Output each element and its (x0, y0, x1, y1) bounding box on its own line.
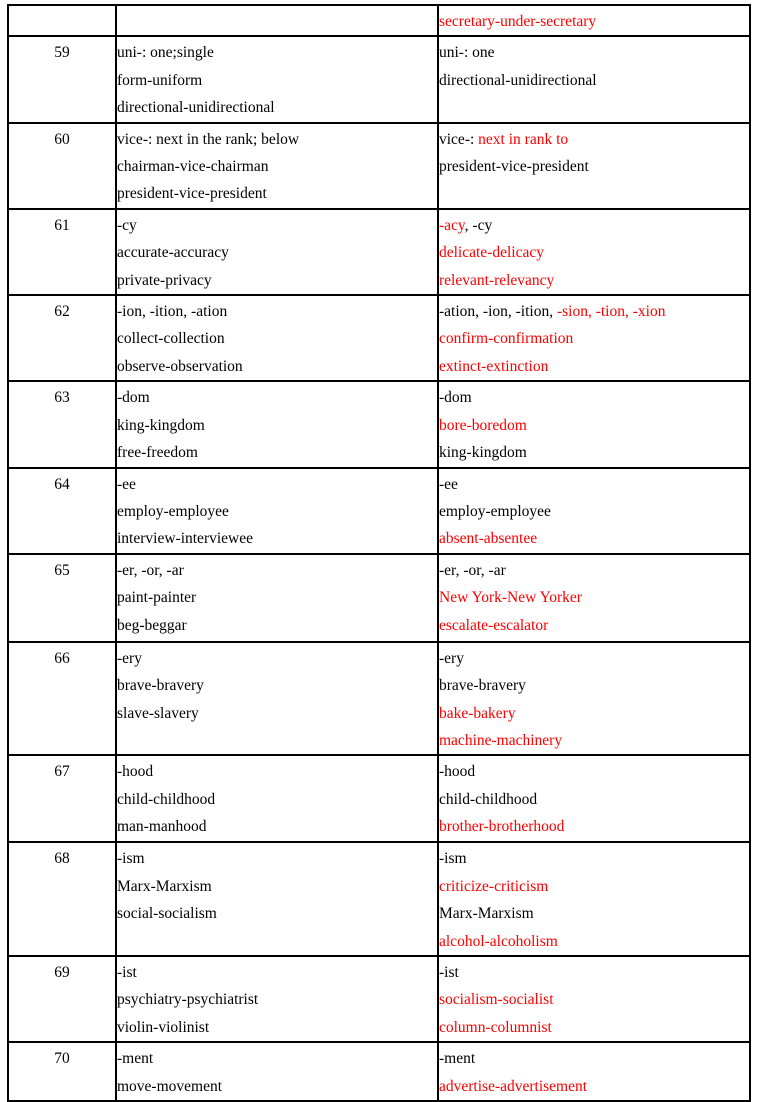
row-number-cell (8, 468, 116, 554)
text-line (439, 700, 749, 727)
text-segment: -ment (439, 1050, 476, 1068)
text-line (117, 786, 437, 813)
text-line (439, 325, 749, 352)
text-segment: -ion, -ition, -ation (117, 303, 228, 321)
answer-cell (438, 36, 750, 122)
row-number: 64 (54, 475, 70, 493)
text-line (117, 612, 437, 639)
row-number: 60 (54, 130, 70, 148)
prompt-cell (116, 755, 438, 842)
text-segment: -ist (117, 963, 137, 981)
affix-table-body (8, 5, 750, 1101)
text-segment: -ment (117, 1050, 154, 1068)
answer-cell (438, 956, 750, 1042)
text-line (117, 67, 437, 94)
answer-text-red: next in rank to (478, 130, 569, 148)
text-segment: -er, -or, -ar (439, 561, 506, 579)
prompt-cell (116, 381, 438, 467)
text-segment: president-vice-president (439, 158, 589, 176)
text-line (117, 700, 437, 727)
text-line (439, 384, 749, 411)
answer-cell (438, 842, 750, 956)
answer-cell (438, 468, 750, 554)
text-segment: employ-employee (439, 502, 551, 520)
text-segment: -cy (117, 216, 137, 234)
text-segment: observe-observation (117, 357, 243, 375)
text-segment: Marx-Marxism (117, 877, 212, 895)
answer-text-red: -acy (439, 216, 465, 234)
text-line (439, 758, 749, 785)
text-segment: violin-violinist (117, 1018, 210, 1036)
prompt-cell (116, 842, 438, 956)
answer-text-red: column-columnist (439, 1018, 552, 1036)
text-line (439, 412, 749, 439)
text-line (117, 557, 437, 584)
text-line (439, 126, 749, 153)
text-line (117, 212, 437, 239)
text-line (439, 959, 749, 986)
row-number-cell (8, 123, 116, 209)
answer-text-red: extinct-extinction (439, 357, 549, 375)
text-segment: , -cy (464, 216, 493, 234)
text-line (439, 1073, 749, 1100)
answer-cell (438, 295, 750, 381)
row-number-cell (8, 956, 116, 1042)
text-line (439, 67, 749, 94)
text-segment: brave-bravery (117, 677, 204, 695)
text-line (117, 986, 437, 1013)
row-number: 59 (54, 44, 70, 62)
row-number-cell (8, 1042, 116, 1101)
table-row (8, 842, 750, 956)
text-segment: vice-: (439, 130, 479, 148)
text-line (117, 94, 437, 121)
text-segment: free-freedom (117, 444, 198, 462)
table-row (8, 755, 750, 842)
text-line (117, 525, 437, 552)
row-number-cell (8, 842, 116, 956)
text-line (117, 1073, 437, 1100)
answer-cell (438, 642, 750, 756)
answer-text-red: relevant-relevancy (439, 271, 555, 289)
text-segment: uni-: one (439, 44, 495, 62)
text-line (439, 353, 749, 380)
text-line (439, 672, 749, 699)
text-segment: employ-employee (117, 502, 229, 520)
row-number: 66 (54, 649, 70, 667)
row-number-cell (8, 554, 116, 642)
row-number-cell (8, 5, 116, 36)
text-segment: directional-unidirectional (439, 71, 597, 89)
table-row (8, 209, 750, 295)
text-segment: -ism (439, 850, 467, 868)
text-segment: accurate-accuracy (117, 244, 229, 262)
text-segment: -dom (117, 389, 150, 407)
row-number-cell (8, 642, 116, 756)
text-line (117, 813, 437, 840)
answer-cell (438, 554, 750, 642)
row-number-cell (8, 755, 116, 842)
answer-cell (438, 755, 750, 842)
answer-text-red: criticize-criticism (439, 877, 549, 895)
text-line (117, 1014, 437, 1041)
answer-cell (438, 1042, 750, 1101)
text-segment: brave-bravery (439, 677, 526, 695)
row-number: 62 (54, 303, 70, 321)
text-segment: paint-painter (117, 589, 197, 607)
text-line (117, 959, 437, 986)
text-line (117, 900, 437, 927)
text-segment: -ee (439, 475, 458, 493)
answer-text-red: brother-brotherhood (439, 818, 565, 836)
table-row (8, 123, 750, 209)
prompt-cell (116, 5, 438, 36)
text-segment: king-kingdom (117, 416, 205, 434)
row-number-cell (8, 36, 116, 122)
row-number: 69 (54, 963, 70, 981)
text-line (439, 212, 749, 239)
prompt-cell (116, 642, 438, 756)
text-line (117, 267, 437, 294)
text-segment: man-manhood (117, 818, 207, 836)
text-line (439, 1014, 749, 1041)
answer-text-red: machine-machinery (439, 731, 563, 749)
text-line (439, 612, 749, 639)
text-segment: social-socialism (117, 905, 217, 923)
text-segment: -hood (439, 763, 476, 781)
prompt-cell (116, 209, 438, 295)
answer-cell (438, 381, 750, 467)
prompt-cell (116, 554, 438, 642)
text-line (439, 498, 749, 525)
text-line (439, 645, 749, 672)
prompt-cell (116, 295, 438, 381)
text-segment: slave-slavery (117, 704, 199, 722)
text-line (117, 672, 437, 699)
text-line (439, 39, 749, 66)
text-segment: uni-: one;single (117, 44, 214, 62)
text-line (439, 1045, 749, 1072)
text-line (117, 1045, 437, 1072)
table-row (8, 295, 750, 381)
text-line (439, 267, 749, 294)
text-line (439, 986, 749, 1013)
text-line (117, 384, 437, 411)
text-line (439, 873, 749, 900)
table-row (8, 5, 750, 36)
text-line (439, 8, 749, 35)
answer-text-red: socialism-socialist (439, 991, 554, 1009)
text-segment: president-vice-president (117, 185, 267, 203)
answer-text-red: advertise-advertisement (439, 1077, 588, 1095)
text-segment: interview-interviewee (117, 530, 253, 548)
text-segment: move-movement (117, 1077, 223, 1095)
text-line (117, 412, 437, 439)
text-segment: beg-beggar (117, 616, 187, 634)
text-line (117, 298, 437, 325)
table-row (8, 468, 750, 554)
text-line (117, 353, 437, 380)
table-row (8, 956, 750, 1042)
prompt-cell (116, 36, 438, 122)
prompt-cell (116, 1042, 438, 1101)
text-segment: -er, -or, -ar (117, 561, 184, 579)
prompt-cell (116, 956, 438, 1042)
text-line (439, 298, 749, 325)
answer-text-red: confirm-confirmation (439, 330, 574, 348)
text-line (117, 180, 437, 207)
text-segment: king-kingdom (439, 444, 527, 462)
row-number-cell (8, 295, 116, 381)
text-segment: directional-unidirectional (117, 99, 275, 117)
text-line (117, 645, 437, 672)
text-segment: form-uniform (117, 71, 203, 89)
table-row (8, 381, 750, 467)
text-line (117, 126, 437, 153)
text-line (117, 153, 437, 180)
text-segment: -ist (439, 963, 459, 981)
answer-text-red: secretary-under-secretary (439, 13, 597, 30)
answer-cell (438, 5, 750, 36)
row-number: 67 (54, 763, 70, 781)
text-line (117, 758, 437, 785)
text-segment: child-childhood (439, 790, 538, 808)
text-line (439, 153, 749, 180)
text-segment: -ery (439, 649, 464, 667)
row-number: 63 (54, 389, 70, 407)
text-segment: -dom (439, 389, 472, 407)
answer-text-red: New York-New Yorker (439, 589, 582, 607)
prompt-cell (116, 123, 438, 209)
text-segment: -hood (117, 763, 154, 781)
text-segment: collect-collection (117, 330, 225, 348)
answer-text-red: alcohol-alcoholism (439, 932, 558, 950)
answer-text-red: -sion, -tion, -xion (556, 303, 666, 321)
text-segment: -ee (117, 475, 136, 493)
row-number: 68 (54, 850, 70, 868)
text-segment: chairman-vice-chairman (117, 158, 269, 176)
text-line (439, 557, 749, 584)
text-segment: private-privacy (117, 271, 212, 289)
text-line (439, 786, 749, 813)
text-segment: Marx-Marxism (439, 905, 534, 923)
text-segment: psychiatry-psychiatrist (117, 991, 259, 1009)
affix-table (7, 4, 751, 1102)
text-line (439, 525, 749, 552)
answer-cell (438, 123, 750, 209)
text-line (117, 498, 437, 525)
text-line (439, 239, 749, 266)
text-segment: child-childhood (117, 790, 216, 808)
text-line (439, 439, 749, 466)
row-number: 61 (54, 216, 70, 234)
text-line (117, 873, 437, 900)
text-line (439, 584, 749, 611)
answer-text-red: delicate-delicacy (439, 244, 544, 262)
answer-text-red: bake-bakery (439, 704, 516, 722)
text-line (117, 471, 437, 498)
row-number-cell (8, 209, 116, 295)
text-segment: -ery (117, 649, 142, 667)
text-segment: -ation, -ion, -ition, (439, 303, 557, 321)
row-number: 70 (54, 1050, 70, 1068)
prompt-cell (116, 468, 438, 554)
text-line (117, 584, 437, 611)
text-line (117, 325, 437, 352)
text-line (439, 928, 749, 955)
text-line (117, 845, 437, 872)
text-line (439, 813, 749, 840)
answer-text-red: absent-absentee (439, 530, 538, 548)
answer-text-red: escalate-escalator (439, 616, 549, 634)
text-line (117, 239, 437, 266)
table-row (8, 1042, 750, 1101)
text-segment: -ism (117, 850, 145, 868)
table-row (8, 642, 750, 756)
text-segment: vice-: next in the rank; below (117, 130, 300, 148)
text-line (439, 845, 749, 872)
answer-text-red: bore-boredom (439, 416, 527, 434)
text-line (439, 900, 749, 927)
text-line (439, 471, 749, 498)
text-line (439, 727, 749, 754)
row-number-cell (8, 381, 116, 467)
answer-cell (438, 209, 750, 295)
table-row (8, 554, 750, 642)
row-number: 65 (54, 561, 70, 579)
text-line (117, 39, 437, 66)
text-line (117, 439, 437, 466)
table-row (8, 36, 750, 122)
